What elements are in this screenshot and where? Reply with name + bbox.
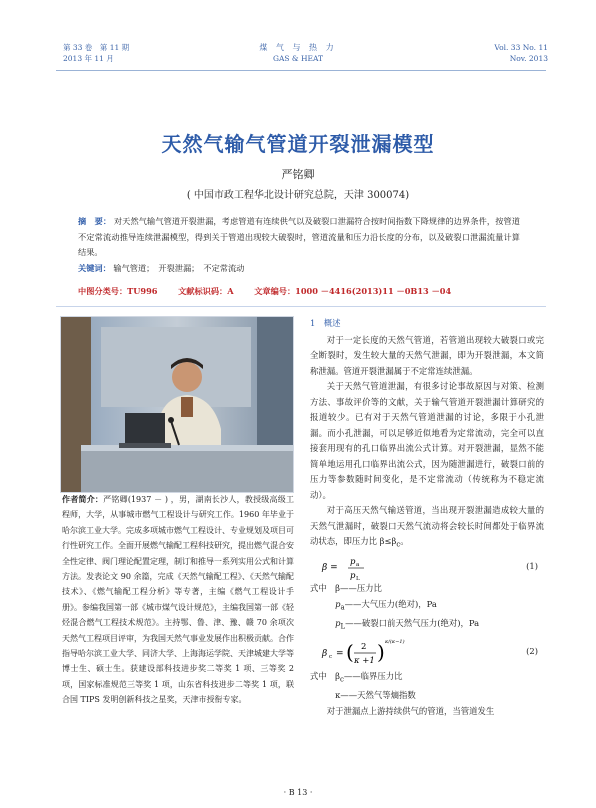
equation-1-graphic [310,553,544,581]
doc-code-value: A [227,286,234,296]
eq1-numerator-sub: a [356,562,360,569]
eq1-numerator: p [350,557,356,568]
equation-2-number: (2) [526,646,538,657]
eq1-denominator: p [350,571,356,582]
article-no-label: 文章编号： [254,286,296,296]
author-photo-illustration [61,317,293,492]
body-column [310,316,544,719]
equation-1 [310,553,544,581]
where-label: 式中 [310,671,327,682]
clc-label: 中图分类号： [78,286,128,296]
def-betac-symbol: β [335,671,340,682]
definitions-1 [310,581,544,635]
journal-name-cn: 煤 气 与 热 力 [259,43,337,52]
abstract-text: 对天然气输气管道开裂泄漏，考虑管道有连续供气以及破裂口泄漏符合按时间指数下降规律的边界条件，按管道不定常流动推导连续泄漏模型，得到关于管道出现较大破裂时，管道流量和压力沿长度的分布，以及破裂口泄漏流量计算结果。 [78,216,520,257]
def-pa-sub: a [340,603,345,612]
equation-1-number: (1) [526,561,538,572]
keywords-label: 关键词： [78,262,111,273]
def-kappa: κ——天然气等熵指数 [335,690,416,701]
publish-date-text: 2013 年 11 月 [63,54,114,63]
author-photo [60,316,294,493]
def-betac-line [310,669,544,688]
eq2-lhs-sub: c [329,654,333,661]
def-pa-symbol: p [335,598,341,609]
where-label: 式中 [310,583,327,594]
clc-value: TU996 [127,286,158,296]
paper-affiliation: ( 中国市政工程华北设计研究总院，天津 300074) [186,190,410,201]
body-paragraph: 关于天然气管道泄漏，有很多讨论事故原因与对策、检测方法、事故评价等的文献，关于输气管道开裂泄漏计算研究的报道较少。已有对于天然气管道泄漏的讨论，多限于小孔泄漏。而小孔泄漏，可以足够近似地看为定常流动，完全可以直接套用现有的孔口临界出流公式计算。对开裂泄漏，显然不能简单地运用孔口临界出流公式，因为随泄漏进行，破裂口前的压力等参数随时间变化，是不定常流动（传统称为不稳定流动）。 [310,381,544,500]
definitions-2 [310,669,544,704]
def-pl-text: ——破裂口前天然气压力(绝对)，Pa [345,617,480,628]
eq1-lhs: β = [322,563,338,574]
def-pl-symbol: p [335,617,341,628]
page-number: · B 13 · [283,788,313,797]
def-betac-text: ——临界压力比 [343,671,403,682]
author-bio [62,492,294,708]
svg-text:(: ( [346,640,354,665]
body-paragraph: 对于泄漏点上游持续供气的管道，当管道发生 [326,705,495,716]
def-pl-sub: L [340,622,346,631]
def-kappa-line [310,688,544,704]
def-betac-sub: c [339,675,344,684]
equation-2-graphic [310,635,544,669]
section-heading: 1 概述 [310,318,341,328]
date-en-text: Nov. 2013 [509,54,548,63]
eq2-frac-denominator: κ +1 [354,656,375,667]
paper-title: 天然气输气管道开裂泄漏模型 [161,132,435,156]
classification-line [78,286,469,297]
body-paragraph [310,503,544,553]
abstract-rule [56,306,546,307]
body-paragraph-text: 对于高压天然气输送管道，当出现开裂泄漏造成较大量的天然气泄漏时，破裂口天然气流动将会较长时间都处于临界流动状态，即压力比 β≤β [310,505,544,546]
equation-2 [310,635,544,669]
svg-text:): ) [377,640,385,665]
abstract-label: 摘 要： [78,216,112,226]
abstract [78,214,520,276]
def-beta-line [310,581,544,597]
keywords-text: 输气管道； 开裂泄漏； 不定常流动 [113,262,245,273]
def-pa-text: ——大气压力(绝对)，Pa [344,598,437,609]
header-rule [56,70,546,71]
eq2-equals: = [336,649,344,660]
eq2-lhs: β [322,649,328,660]
volume-issue-text: 第 33 卷 第 11 期 [63,43,130,52]
journal-volume-en [494,42,548,64]
author-bio-text: 严铭卿(1937 － ) ，男，湖南长沙人，教授级高级工程师，大学，从事城市燃气工程设计与研究工作。1960 年毕业于哈尔滨工业大学。完成多项城市燃气工程设计、专业规划及项目可行性研究工作。全面开展燃气输配工程科技研究，提出燃气混合安全性定律、阀门理论配置定理，制订和推导一系列实用公式和计算方法。发表论文 90 余篇，完成《天然气输配工程》、《天然气输配技术》、《燃气输配工程分析》等专著，主编《燃气工程设计手册》。参编我国第一部《城市煤气设计规范》，主编我国第一部《轻烃混合燃气工程技术规范》。主持鄂、鲁、津、豫、赣 70 余项次天然气工程项目评审，为我国天然气事业发展作出积极贡献。合作指导哈尔滨工业大学、同济大学、上海海运学院、天津城建大学等博士生、硕士生。获建设部科技进步奖二等奖 1 项、三等奖 2 项，国家标准规范三等奖 1 项，山东省科技进步二等奖 1 项，联合国 TIPS 发明创新科技之星奖，天津市授衔专家。 [62,495,294,705]
def-pa-line [310,597,544,616]
journal-name-en: GAS & HEAT [272,54,323,63]
paper-author: 严铭卿 [281,168,315,181]
eq2-frac-numerator: 2 [361,642,367,653]
article-no-value: 1000 －4416(2013)11 －0B13 －04 [295,286,452,296]
def-beta: β——压力比 [335,583,382,594]
eq1-denominator-sub: L [356,576,360,582]
def-pl-line [310,616,544,635]
body-paragraph: 对于一定长度的天然气管道，若管道出现较大破裂口或完全断裂时，发生较大量的天然气泄漏，即为开裂泄漏，本文简称泄漏。管道开裂泄漏属于不定常连续泄漏。 [310,334,544,376]
doc-code-label: 文献标识码： [178,286,228,296]
volume-en-text: Vol. 33 No. 11 [494,43,548,52]
eq2-exponent: κ/(κ−1) [385,639,405,646]
author-bio-label: 作者简介： [62,494,104,504]
body-paragraph-end: 。 [400,536,409,546]
beta-c-subscript: c [396,540,401,549]
keywords-line [78,261,520,277]
